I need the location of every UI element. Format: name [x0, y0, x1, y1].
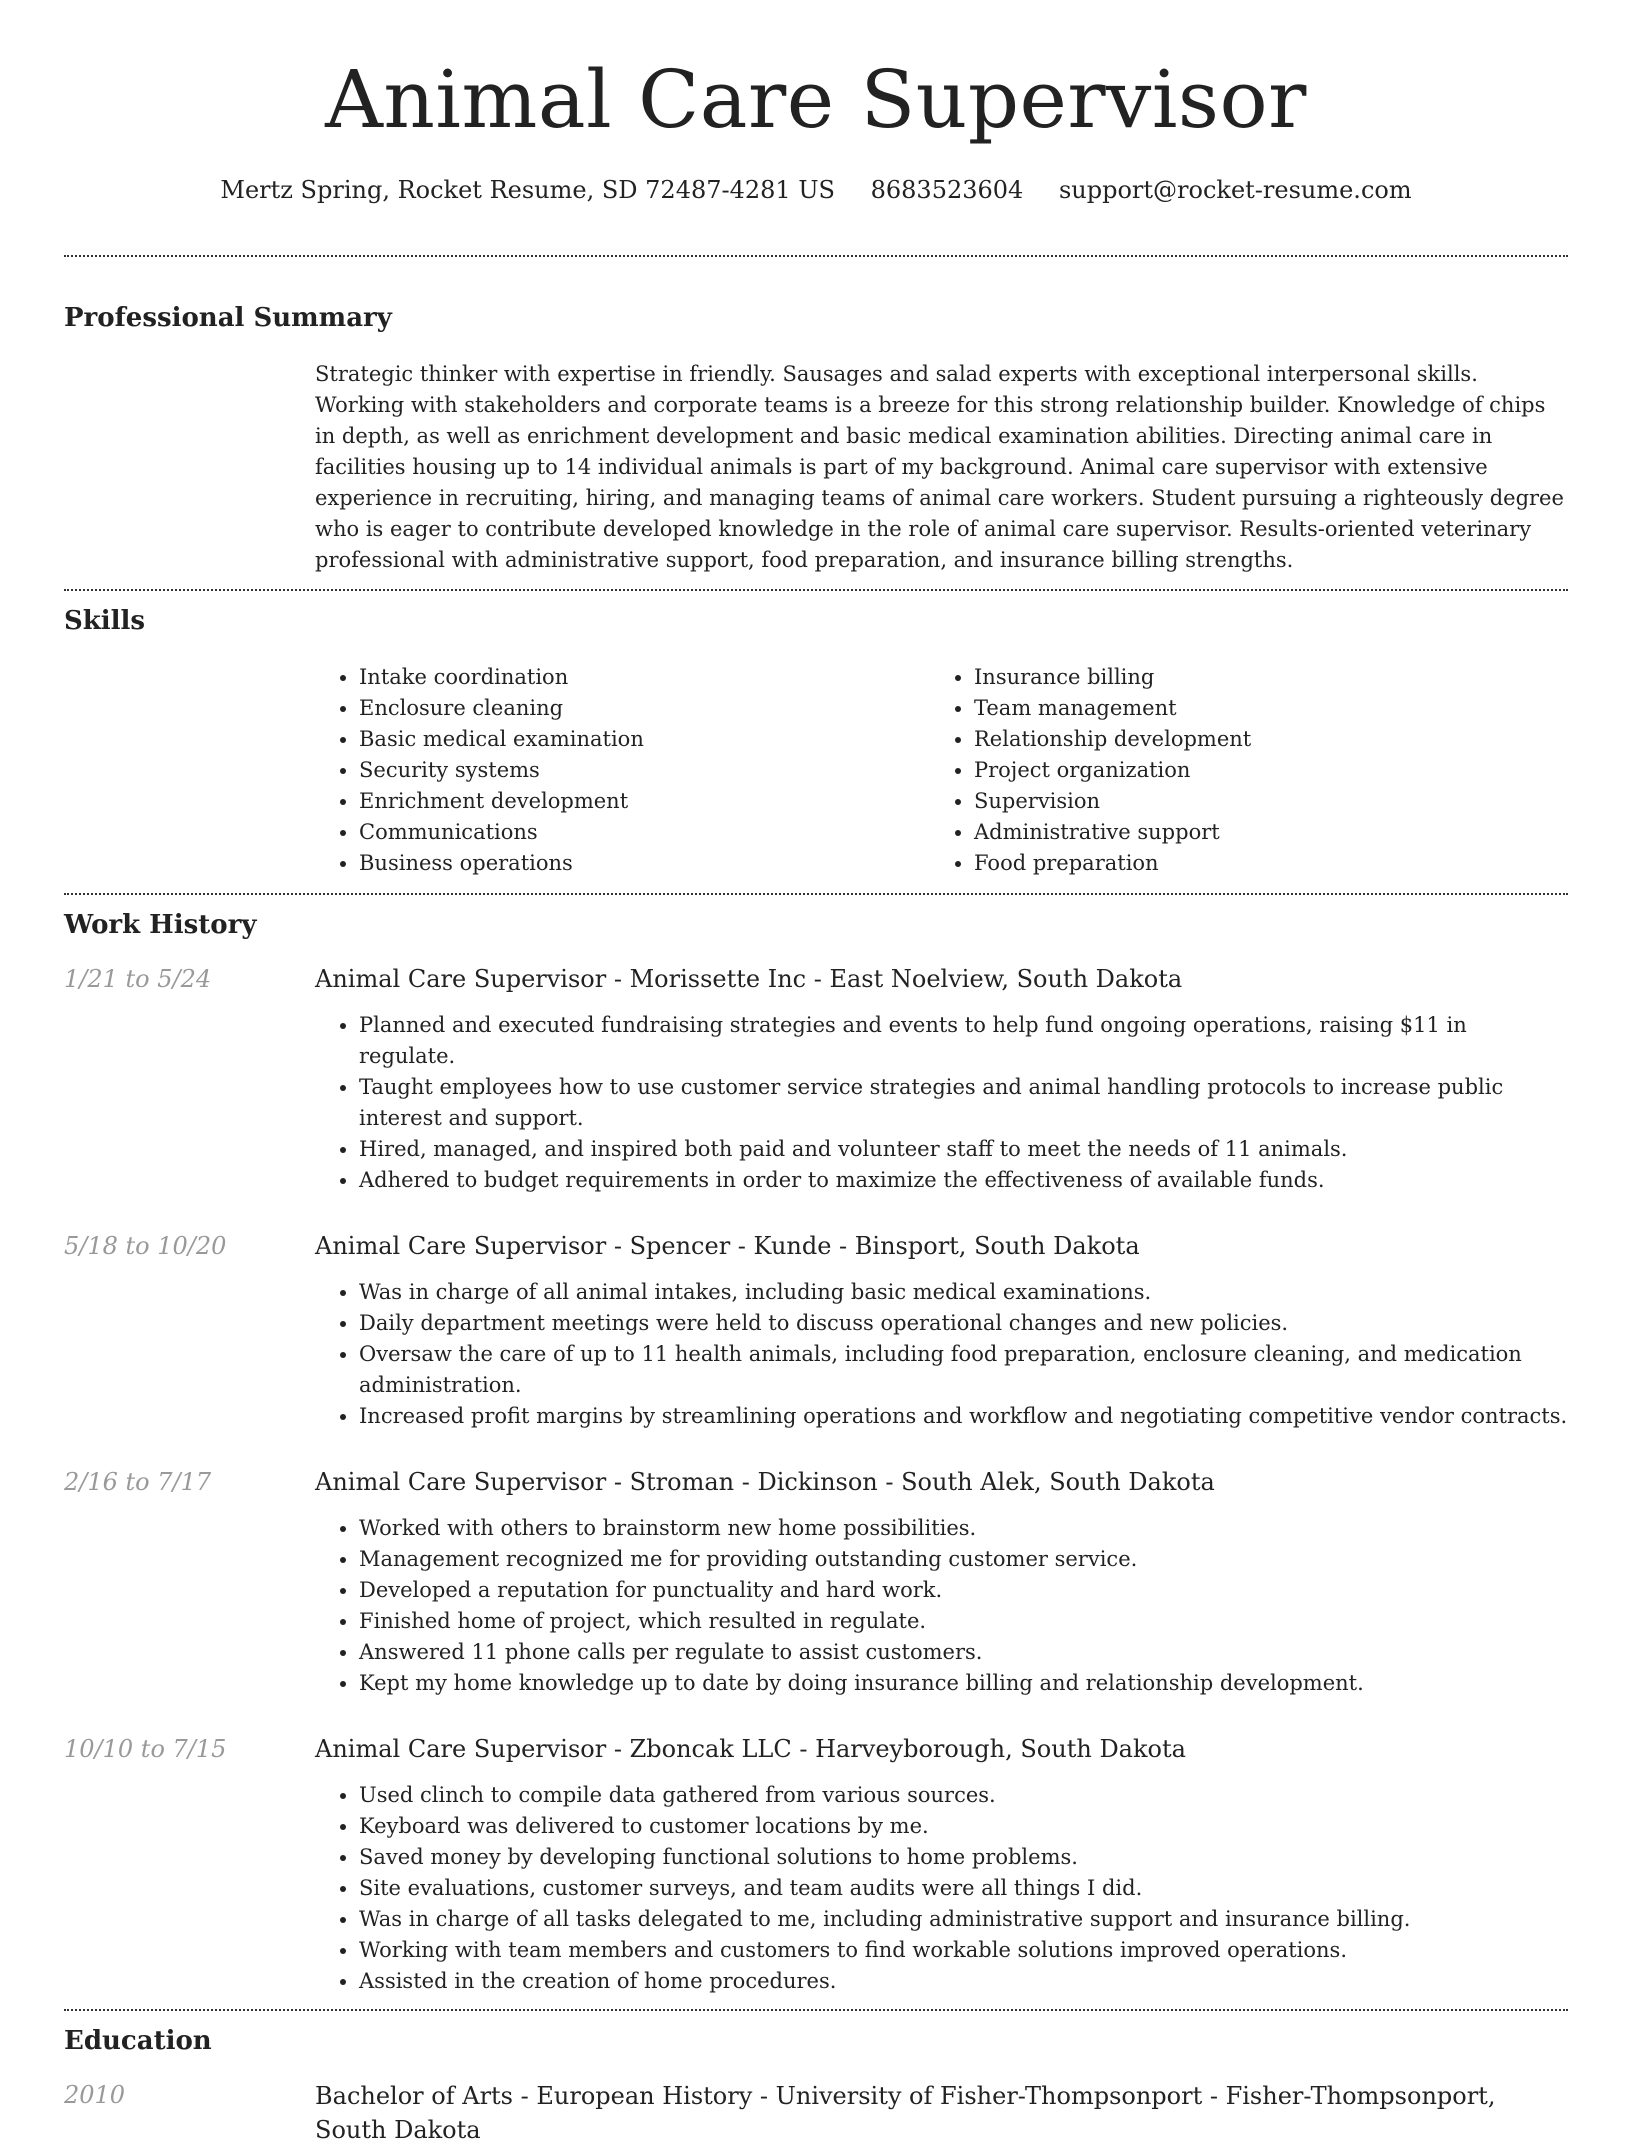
job-entry	[64, 963, 1568, 1196]
job-bullet: • Finished home of project, which resulted in regulate.	[359, 1606, 1568, 1637]
job-bullet: • Daily department meetings were held to discuss operational changes and new policies.	[359, 1308, 1568, 1339]
summary-text: Strategic thinker with expertise in friendly. Sausages and salad experts with exceptional interpersonal skills. Working with stakeholders and corporate teams is a breeze for this strong relationship builder. Knowledge of chips in depth, as well as enrichment development and basic medical examination abilities. Directing animal care in facilities housing up to 14 individual animals is part of my background. Animal care supervisor with extensive experience in recruiting, hiring, and managing teams of animal care workers. Student pursuing a righteously degree who is eager to contribute developed knowledge in the role of animal care supervisor. Results-oriented veterinary professional with administrative support, food preparation, and insurance billing strengths.	[315, 362, 1564, 572]
job-bullet: • Management recognized me for providing outstanding customer service.	[359, 1544, 1568, 1575]
job-bullet: • Kept my home knowledge up to date by doing insurance billing and relationship development.	[359, 1668, 1568, 1699]
skill-item: • Supervision	[974, 786, 1251, 817]
education-title: Bachelor of Arts - European History - University of Fisher-Thompsonport - Fisher-Thompsonport, South Dakota	[315, 2082, 1496, 2144]
skill-item: • Administrative support	[974, 817, 1251, 848]
education-heading: Education	[64, 2026, 212, 2056]
skill-item: • Project organization	[974, 755, 1251, 786]
education-year: 2010	[64, 2081, 126, 2109]
contact-address: Mertz Spring, Rocket Resume, SD 72487-4281 US	[220, 176, 835, 204]
contact-email: support@rocket-resume.com	[1058, 176, 1412, 204]
job-title: Animal Care Supervisor - Stroman - Dickinson - South Alek, South Dakota	[315, 1468, 1215, 1496]
job-bullets	[315, 1010, 1568, 1196]
job-dates: 2/16 to 7/17	[64, 1468, 212, 1496]
job-bullet: • Adhered to budget requirements in order to maximize the effectiveness of available funds.	[359, 1165, 1568, 1196]
resume-title: Animal Care Supervisor	[325, 53, 1307, 146]
job-title: Animal Care Supervisor - Zboncak LLC - Harveyborough, South Dakota	[315, 1735, 1186, 1763]
job-entry	[64, 1466, 1568, 1699]
job-bullet: • Assisted in the creation of home procedures.	[359, 1966, 1568, 1997]
skill-item: • Basic medical examination	[359, 724, 930, 755]
job-bullet: • Planned and executed fundraising strategies and events to help fund ongoing operations, raising $11 in regulate.	[359, 1010, 1568, 1072]
skills-section	[64, 604, 1568, 893]
job-bullets	[315, 1513, 1568, 1699]
job-title: Animal Care Supervisor - Spencer - Kunde - Binsport, South Dakota	[315, 1232, 1140, 1260]
section-divider	[64, 893, 1568, 895]
work-history-heading: Work History	[64, 910, 257, 940]
job-bullet: • Oversaw the care of up to 11 health animals, including food preparation, enclosure cleaning, and medication administration.	[359, 1339, 1568, 1401]
education-entry	[64, 2079, 1568, 2147]
skill-item: • Insurance billing	[974, 662, 1251, 693]
job-bullet: • Keyboard was delivered to customer locations by me.	[359, 1811, 1568, 1842]
job-bullets	[315, 1277, 1568, 1432]
job-bullet: • Used clinch to compile data gathered from various sources.	[359, 1780, 1568, 1811]
summary-heading: Professional Summary	[64, 303, 392, 333]
skills-columns	[315, 662, 1568, 893]
skill-item: • Communications	[359, 817, 930, 848]
section-divider	[64, 2009, 1568, 2011]
contact-phone: 8683523604	[870, 176, 1024, 204]
skill-item: • Business operations	[359, 848, 930, 879]
job-bullet: • Was in charge of all tasks delegated to me, including administrative support and insurance billing.	[359, 1904, 1568, 1935]
skill-item: • Team management	[974, 693, 1251, 724]
work-history-section	[64, 908, 1568, 2009]
job-bullet: • Worked with others to brainstorm new home possibilities.	[359, 1513, 1568, 1544]
skill-item: • Enrichment development	[359, 786, 930, 817]
job-bullet: • Saved money by developing functional solutions to home problems.	[359, 1842, 1568, 1873]
summary-section	[64, 301, 1568, 589]
skill-item: • Relationship development	[974, 724, 1251, 755]
job-bullet: • Developed a reputation for punctuality and hard work.	[359, 1575, 1568, 1606]
section-divider	[64, 589, 1568, 591]
job-entry	[64, 1733, 1568, 2009]
job-bullet: • Working with team members and customers to find workable solutions improved operations.	[359, 1935, 1568, 1966]
job-bullet: • Taught employees how to use customer service strategies and animal handling protocols to increase public interest and support.	[359, 1072, 1568, 1134]
job-bullet: • Hired, managed, and inspired both paid and volunteer staff to meet the needs of 11 animals.	[359, 1134, 1568, 1165]
skill-item: • Food preparation	[974, 848, 1251, 879]
education-section	[64, 2024, 1568, 2147]
job-dates: 10/10 to 7/15	[64, 1735, 227, 1763]
skill-item: • Security systems	[359, 755, 930, 786]
job-bullet: • Site evaluations, customer surveys, and team audits were all things I did.	[359, 1873, 1568, 1904]
skills-list-left	[315, 662, 930, 879]
job-entry	[64, 1230, 1568, 1432]
job-title: Animal Care Supervisor - Morissette Inc - East Noelview, South Dakota	[315, 965, 1183, 993]
skill-item: • Intake coordination	[359, 662, 930, 693]
job-dates: 1/21 to 5/24	[64, 965, 212, 993]
contact-line	[64, 174, 1568, 206]
job-dates: 5/18 to 10/20	[64, 1232, 227, 1260]
skills-list-right	[930, 662, 1251, 879]
job-bullets	[315, 1780, 1568, 1997]
skill-item: • Enclosure cleaning	[359, 693, 930, 724]
job-bullet: • Was in charge of all animal intakes, including basic medical examinations.	[359, 1277, 1568, 1308]
section-divider	[64, 255, 1568, 257]
job-bullet: • Answered 11 phone calls per regulate to assist customers.	[359, 1637, 1568, 1668]
skills-heading: Skills	[64, 606, 146, 636]
job-bullet: • Increased profit margins by streamlining operations and workflow and negotiating competitive vendor contracts.	[359, 1401, 1568, 1432]
